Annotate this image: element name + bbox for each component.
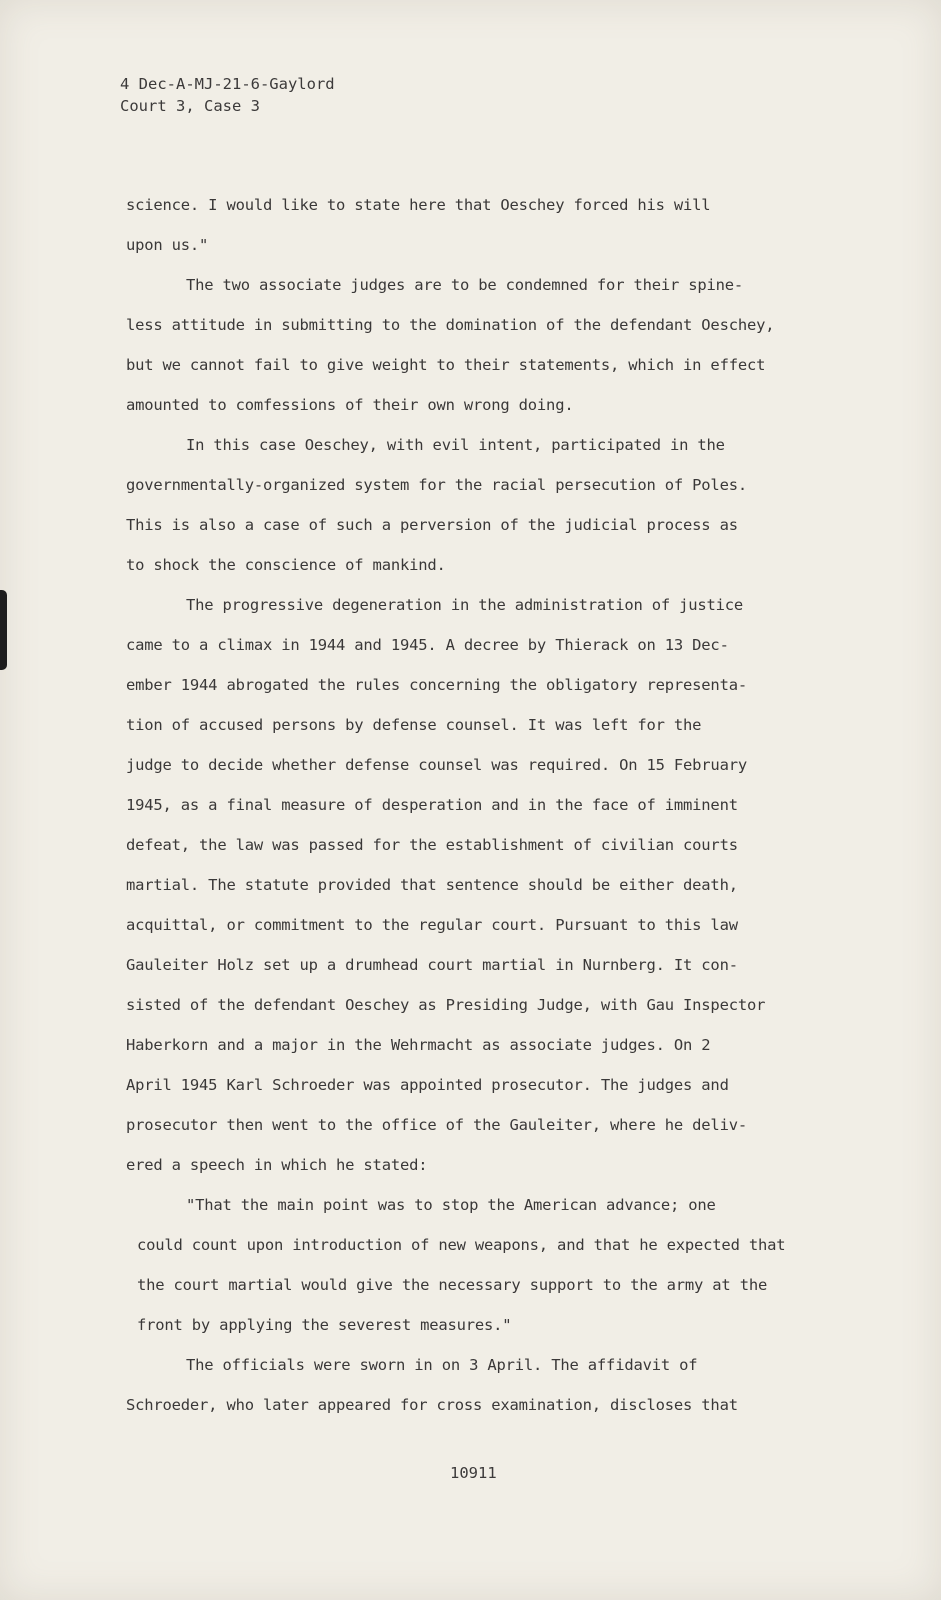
text-line: but we cannot fail to give weight to their statements, which in effect (126, 356, 766, 374)
text-line: prosecutor then went to the office of the Gauleiter, where he deliv- (126, 1116, 747, 1134)
header-court: Court 3, Case 3 (120, 97, 260, 115)
text-line: April 1945 Karl Schroeder was appointed prosecutor. The judges and (126, 1076, 729, 1094)
text-line: ember 1944 abrogated the rules concerning the obligatory representa- (126, 676, 747, 694)
document-body (126, 194, 871, 1434)
text-line: upon us." (126, 236, 209, 254)
text-line: The progressive degeneration in the administration of justice (186, 596, 744, 614)
text-line: to shock the conscience of mankind. (126, 556, 446, 574)
quote-line: the court martial would give the necessary support to the army at the (137, 1276, 768, 1294)
text-line: sisted of the defendant Oeschey as Presiding Judge, with Gau Inspector (126, 996, 766, 1014)
text-line: 1945, as a final measure of desperation and in the face of imminent (126, 796, 738, 814)
text-line: This is also a case of such a perversion of the judicial process as (126, 516, 738, 534)
text-line: science. I would like to state here that Oeschey forced his will (126, 196, 711, 214)
text-line: Haberkorn and a major in the Wehrmacht as associate judges. On 2 (126, 1036, 711, 1054)
text-line: martial. The statute provided that sentence should be either death, (126, 876, 738, 894)
text-line: Gauleiter Holz set up a drumhead court martial in Nurnberg. It con- (126, 956, 738, 974)
text-line: judge to decide whether defense counsel was required. On 15 February (126, 756, 747, 774)
text-line: In this case Oeschey, with evil intent, participated in the (186, 436, 725, 454)
document-header (120, 73, 335, 117)
text-line: Schroeder, who later appeared for cross examination, discloses that (126, 1396, 738, 1414)
text-line: The two associate judges are to be condemned for their spine- (186, 276, 744, 294)
header-reference: 4 Dec-A-MJ-21-6-Gaylord (120, 75, 335, 93)
page-number: 10911 (450, 1464, 497, 1482)
text-line: came to a climax in 1944 and 1945. A decree by Thierack on 13 Dec- (126, 636, 729, 654)
quote-line: "That the main point was to stop the American advance; one (186, 1196, 716, 1214)
text-line: less attitude in submitting to the domination of the defendant Oeschey, (126, 316, 775, 334)
text-line: ered a speech in which he stated: (126, 1156, 428, 1174)
quote-line: front by applying the severest measures." (137, 1316, 512, 1334)
text-line: tion of accused persons by defense counsel. It was left for the (126, 716, 702, 734)
text-line: governmentally-organized system for the racial persecution of Poles. (126, 476, 747, 494)
text-line: defeat, the law was passed for the establishment of civilian courts (126, 836, 738, 854)
text-line: amounted to comfessions of their own wrong doing. (126, 396, 574, 414)
quote-line: could count upon introduction of new weapons, and that he expected that (137, 1236, 786, 1254)
text-line: The officials were sworn in on 3 April. The affidavit of (186, 1356, 698, 1374)
binding-mark (0, 590, 7, 670)
text-line: acquittal, or commitment to the regular court. Pursuant to this law (126, 916, 738, 934)
